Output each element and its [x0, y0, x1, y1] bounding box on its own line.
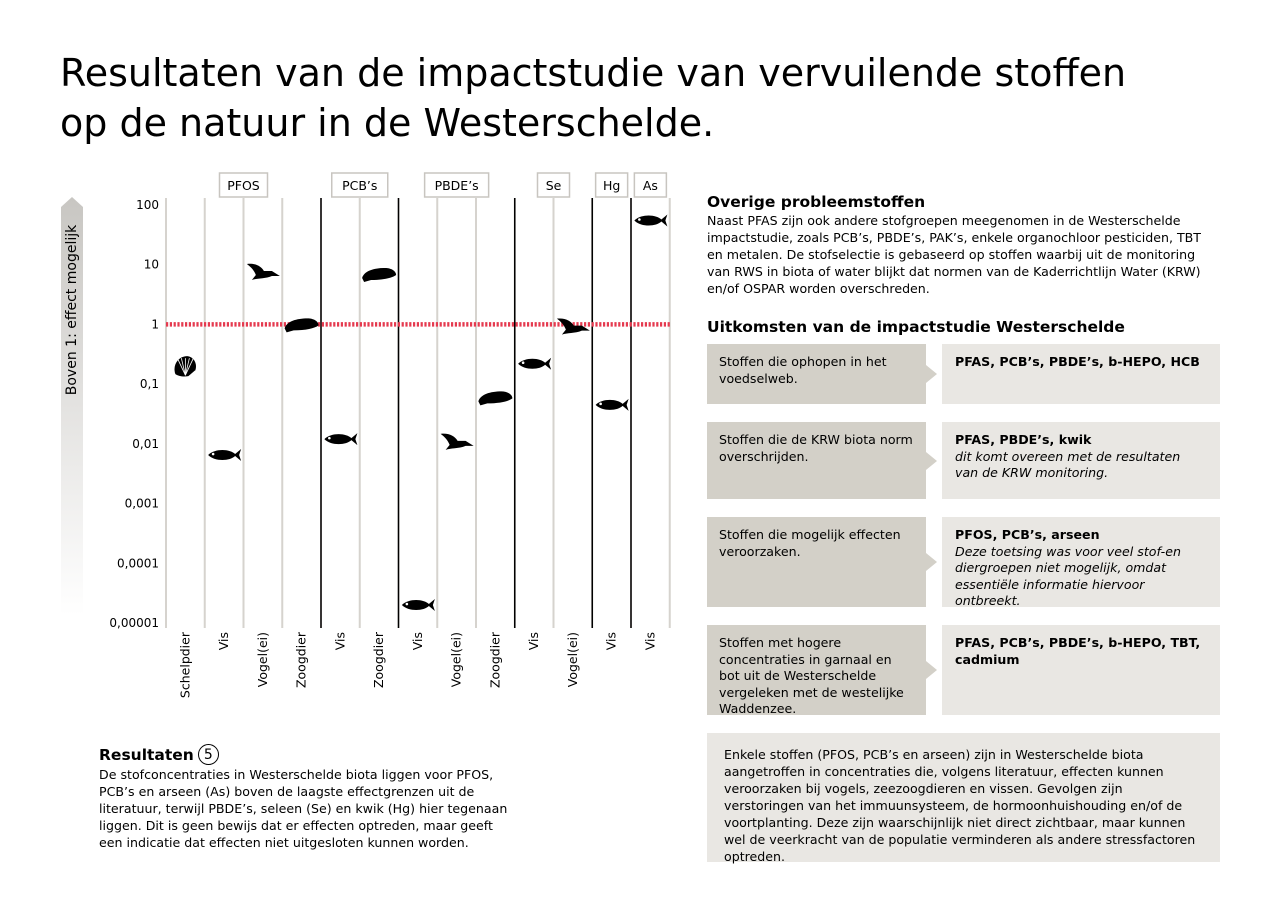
data-point-zoogdier: [285, 318, 319, 332]
results-heading: [99, 744, 519, 765]
results-block: [99, 744, 519, 851]
page-title: [60, 48, 1240, 148]
data-point-vis: [596, 399, 629, 411]
column-label: Vogel(ei): [564, 632, 580, 688]
y-tick-label: 0,00001: [109, 616, 159, 630]
data-point-vogelei: [247, 264, 280, 280]
outcome-note: dit komt overeen met de resultaten van de KRW monitoring.: [955, 448, 1181, 480]
column-label: Vis: [409, 632, 425, 651]
group-label: PCB’s: [342, 178, 378, 193]
group-label: PBDE’s: [434, 178, 479, 193]
results-heading-text: Resultaten: [99, 745, 194, 764]
column-label: Vis: [642, 632, 658, 651]
right-column: [707, 193, 1220, 336]
outcome-criterion: Stoffen met hogere concentraties in garnaal en bot uit de Westerschelde vergeleken met de westelijke Waddenzee.: [707, 625, 926, 715]
y-tick-label: 0,1: [139, 377, 159, 392]
column-label: Zoogdier: [371, 632, 387, 689]
outcome-row: [707, 517, 1220, 607]
y-tick-label: 0,001: [124, 496, 159, 511]
outcome-result: [942, 422, 1220, 499]
data-point-vis: [208, 449, 241, 461]
outcome-result: [942, 625, 1220, 715]
outcome-row: [707, 422, 1220, 499]
outcomes-heading: Uitkomsten van de impactstudie Westerschelde: [707, 318, 1125, 336]
column-label: Vogel(ei): [254, 632, 270, 688]
group-label: Hg: [602, 178, 621, 193]
outcome-substances: PFAS, PCB’s, PBDE’s, b-HEPO, HCB: [955, 354, 1200, 369]
group-label: PFOS: [227, 178, 260, 193]
y-tick-label: 10: [143, 257, 159, 272]
y-tick-label: 0,01: [132, 436, 159, 451]
arrow-icon: [926, 553, 937, 571]
outcome-criterion: Stoffen die mogelijk effecten veroorzaken.: [707, 517, 926, 607]
outcome-criterion: Stoffen die ophopen in het voedselweb.: [707, 344, 926, 404]
column-label: Vogel(ei): [448, 632, 464, 688]
arrow-icon: [926, 365, 937, 383]
data-point-vogelei: [441, 434, 474, 450]
group-label: Se: [545, 178, 562, 193]
impact-chart: [55, 170, 685, 705]
y-tick-label: 100: [136, 198, 159, 212]
data-point-vis: [402, 599, 435, 611]
conclusion-box: Enkele stoffen (PFOS, PCB’s en arseen) zijn in Westerschelde biota aangetroffen in concentraties die, volgens literatuur, effecten kunnen veroorzaken bij vogels, zeezoogdieren en vissen. Gevolgen zijn verstoringen van het immuunsysteem, de hormoonhuishouding en/of de voortplanting. Deze zijn waarschijnlijk niet direct zichtbaar, maar kunnen wel de veerkracht van de populatie verminderen als andere stressfactoren optreden.: [707, 733, 1220, 862]
results-text: De stofconcentraties in Westerschelde biota liggen voor PFOS, PCB’s en arseen (As) boven de laagste effectgrenzen uit de literatuur, terwijl PBDE’s, seleen (Se) en kwik (Hg) hier tegenaan liggen. Dit is geen bewijs dat er effecten optreden, maar geeft een indicatie dat effecten niet uitgesloten kunnen worden.: [99, 767, 508, 850]
column-label: Vis: [332, 632, 348, 651]
column-label: Zoogdier: [293, 632, 309, 689]
arrow-icon: [926, 661, 937, 679]
outcome-substances: PFAS, PCB’s, PBDE’s, b-HEPO, TBT, cadmium: [955, 635, 1201, 667]
group-label: As: [642, 178, 658, 193]
column-label: Zoogdier: [487, 632, 503, 689]
other-substances-text: Naast PFAS zijn ook andere stofgroepen meegenomen in de Westerschelde impactstudie, zoals PCB’s, PBDE’s, PAK’s, enkele organochloor pesticiden, TBT en metalen. De stofselectie is gebaseerd op stoffen waarbij uit de monitoring van RWS in biota of water blijkt dat normen van de Kaderrichtlijn Water (KRW) en/of OSPAR worden overschreden.: [707, 213, 1202, 296]
outcome-row: [707, 344, 1220, 404]
outcome-substances: PFOS, PCB’s, arseen: [955, 527, 1100, 542]
data-point-vis: [518, 358, 551, 370]
data-point-vis: [634, 215, 667, 227]
y-axis-label: Boven 1: effect mogelijk: [64, 224, 80, 396]
y-tick-label: 0,0001: [117, 556, 159, 571]
page-title-line-2: op de natuur in de Westerschelde.: [60, 101, 715, 145]
results-number-badge: 5: [198, 744, 219, 765]
outcome-substances: PFAS, PBDE’s, kwik: [955, 432, 1092, 447]
data-point-schelpdier: [175, 356, 196, 376]
column-label: Vis: [216, 632, 232, 651]
arrow-icon: [926, 452, 937, 470]
y-tick-label: 1: [151, 317, 159, 332]
outcome-result: [942, 517, 1220, 607]
outcome-criterion: Stoffen die de KRW biota norm overschrijden.: [707, 422, 926, 499]
column-label: Vis: [526, 632, 542, 651]
outcome-row: [707, 625, 1220, 715]
data-point-vis: [324, 433, 357, 445]
data-point-zoogdier: [478, 391, 512, 405]
outcome-note: Deze toetsing was voor veel stof-en diergroepen niet mogelijk, omdat essentiële informatie hiervoor ontbreekt.: [955, 543, 1181, 608]
other-substances-heading: Overige probleemstoffen: [707, 193, 926, 211]
data-point-zoogdier: [362, 268, 396, 282]
page-title-line-1: Resultaten van de impactstudie van vervuilende stoffen: [60, 51, 1127, 95]
column-label: Schelpdier: [177, 632, 193, 699]
column-label: Vis: [603, 632, 619, 651]
outcome-result: [942, 344, 1220, 404]
